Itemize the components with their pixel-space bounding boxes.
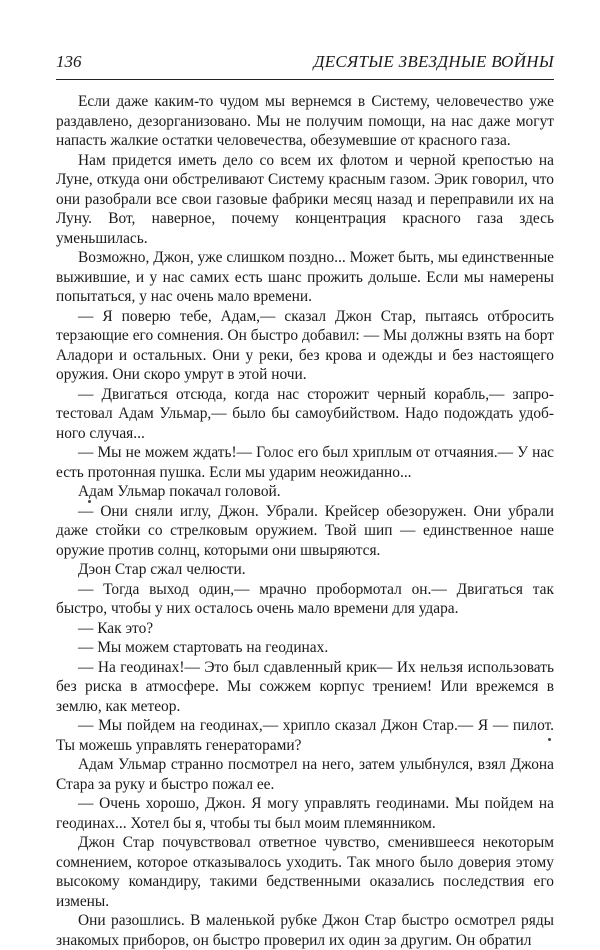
paragraph: Дэон Стар сжал челюсти. [78,561,246,578]
scan-speck [548,738,551,741]
header-rule [56,79,554,80]
paragraph: — Очень хорошо, Джон. Я могу управлять геодинами. Мы пойдем на геодинах... Хотел бы я, чтобы ты был моим племянником. [56,795,554,832]
paragraph: — Как это? [78,619,154,637]
paragraph: Адам Ульмар покачал головой. [78,483,281,500]
paragraph: — Мы пойдем на геодинах,— хрипло сказал Джон Стар.— Я — пилот. Ты можешь управлять генераторами? [56,717,554,754]
paragraph: — Они сняли иглу, Джон. Убрали. Крейсер обезоружен. Они убрали даже стойки со стрелковым оружием. Твой шип — единственное наше оружие против солнц, которыми они швыряются. [56,502,554,559]
paragraph: — Мы не можем ждать!— Голос его был хриплым от отчаяния.— У нас есть протонная пушка. Если мы ударим неожиданно... [56,444,554,481]
running-header [56,52,554,76]
paragraph: Нам придется иметь дело со всем их флотом и черной крепостью на Луне, откуда они обстреливают Систему красным газом. Эрик говорил, что они разобрали все свои газовые фабрики месяц назад и переправили их на Луну. Вот, наверное, почему концентрация красного газа здесь уменьшилась. [56,151,554,247]
paragraph: Джон Стар почувствовал ответное чувство, сменившееся некоторым сомнением, которое отказывалось уходить. Так много было доверия этому высокому командиру, такими бедственными оказались последствия его измены. [56,834,554,910]
book-title: ДЕСЯТЫЕ ЗВЕЗДНЫЕ ВОЙНЫ [313,52,554,71]
paragraph: Возможно, Джон, уже слишком поздно... Может быть, мы единственные выжившие, и у нас самих есть шанс прожить дольше. Если мы намерены попытаться, у нас очень мало времени. [56,249,554,305]
paragraph: Если даже каким-то чудом мы вернемся в Систему, человечество уже раздавлено, дезорганизовано. Мы не получим помощи, на нас даже могут напасть жалкие остатки человечества, обезумевшие от красного газа. [56,93,554,149]
paragraph: — Двигаться отсюда, когда нас сторожит черный корабль,— запротестовал Адам Ульмар,— было бы самоубийством. Надо подождать удобного случая... [56,385,554,442]
paragraph: Адам Ульмар странно посмотрел на него, затем улыбнулся, взял Джона Стара за руку и быстро пожал ее. [56,756,554,793]
page-number: 136 [56,52,82,71]
paragraph: — Тогда выход один,— мрачно пробормотал он.— Двигаться так быстро, чтобы у них осталось очень мало времени для удара. [56,580,554,617]
paragraph: — На геодинах!— Это был сдавленный крик— Их нельзя использовать без риска в атмосфере. Мы сожжем корпус трением! Или врежемся в землю, как метеор. [56,658,554,715]
paragraph: — Я поверю тебе, Адам,— сказал Джон Стар, пытаясь отбросить терзающие его сомнения. Он быстро добавил: — Мы должны взять на борт Аладори и остальных. Они у реки, без крова и одежды и без настоящего оружия. Они скоро умрут в этой ночи. [56,307,554,383]
scan-speck [88,500,91,503]
paragraph: Они разошлись. В маленькой рубке Джон Стар быстро осмотрел ряды знакомых приборов, он быстро проверил их один за другим. Он обратил [56,912,554,949]
paragraph: — Мы можем стартовать на геодинах. [78,639,329,656]
body-text [56,92,554,950]
